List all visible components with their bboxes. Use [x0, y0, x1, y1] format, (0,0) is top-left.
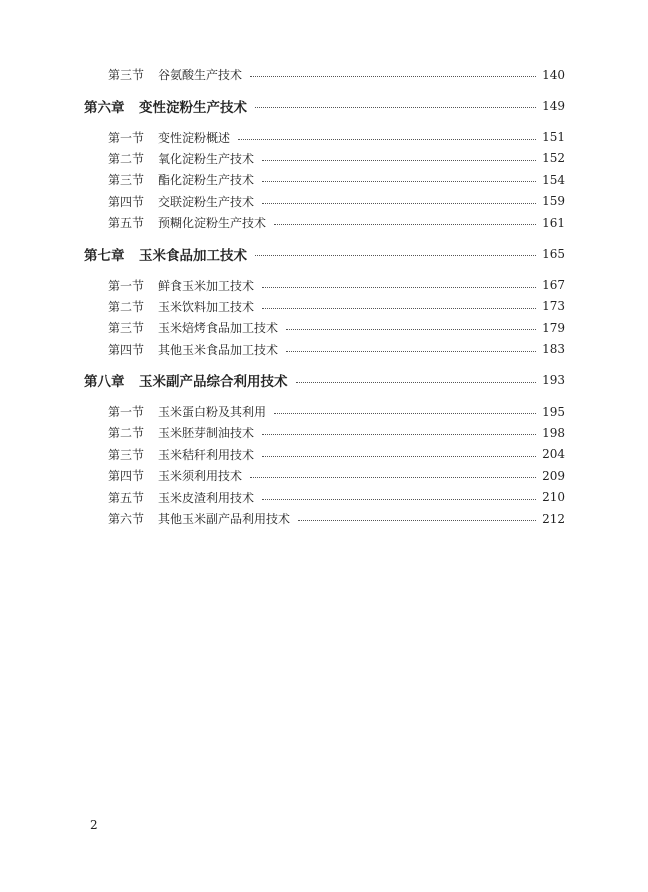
- section-title: 玉米皮渣利用技术: [158, 490, 255, 505]
- toc-section-entry[interactable]: [84, 212, 565, 233]
- section-number: 第五节: [108, 490, 145, 505]
- section-number: 第四节: [108, 469, 145, 484]
- section-title: 其他玉米食品加工技术: [158, 342, 279, 357]
- section-number: 第三节: [108, 447, 145, 462]
- chapter-title: 变性淀粉生产技术: [139, 99, 247, 116]
- section-title: 玉米饮料加工技术: [158, 299, 255, 314]
- section-title: 氧化淀粉生产技术: [158, 151, 255, 166]
- page-number: 161: [542, 215, 565, 230]
- page-number: 210: [542, 490, 565, 505]
- section-number: 第二节: [108, 151, 145, 166]
- section-number: 第一节: [108, 405, 145, 420]
- toc-chapter-entry[interactable]: [84, 370, 565, 391]
- toc-section-entry[interactable]: [84, 64, 565, 85]
- section-number: 第三节: [108, 68, 145, 83]
- section-title: 玉米秸秆利用技术: [158, 447, 255, 462]
- toc-section-entry[interactable]: [84, 148, 565, 169]
- dot-leader: [262, 181, 536, 182]
- dot-leader: [286, 351, 536, 352]
- dot-leader: [262, 287, 536, 288]
- dot-leader: [262, 456, 536, 457]
- dot-leader: [286, 329, 536, 330]
- page-number: 179: [542, 320, 565, 335]
- section-number: 第四节: [108, 342, 145, 357]
- section-title: 玉米胚芽制油技术: [158, 426, 255, 441]
- chapter-number: 第六章: [84, 99, 125, 116]
- section-number: 第五节: [108, 216, 145, 231]
- dot-leader: [262, 308, 536, 309]
- section-title: 交联淀粉生产技术: [158, 194, 255, 209]
- page-number: 152: [542, 151, 565, 166]
- page-number: 195: [542, 404, 565, 419]
- toc-section-entry[interactable]: [84, 317, 565, 338]
- dot-leader: [255, 107, 536, 108]
- toc-section-entry[interactable]: [84, 444, 565, 465]
- page-number: 204: [542, 447, 565, 462]
- section-number: 第三节: [108, 173, 145, 188]
- dot-leader: [238, 139, 536, 140]
- dot-leader: [262, 499, 536, 500]
- page-number: 140: [542, 67, 565, 82]
- section-title: 酯化淀粉生产技术: [158, 173, 255, 188]
- page-number: 173: [542, 299, 565, 314]
- toc-section-entry[interactable]: [84, 169, 565, 190]
- toc-section-entry[interactable]: [84, 422, 565, 443]
- dot-leader: [274, 224, 536, 225]
- dot-leader: [250, 76, 536, 77]
- section-number: 第六节: [108, 512, 145, 527]
- section-title: 鲜食玉米加工技术: [158, 278, 255, 293]
- section-title: 其他玉米副产品利用技术: [158, 512, 291, 527]
- page-number: 159: [542, 194, 565, 209]
- section-title: 玉米焙烤食品加工技术: [158, 321, 279, 336]
- toc-section-entry[interactable]: [84, 339, 565, 360]
- toc-section-entry[interactable]: [84, 401, 565, 422]
- section-title: 预糊化淀粉生产技术: [158, 216, 267, 231]
- toc-section-entry[interactable]: [84, 486, 565, 507]
- folio-page-number: 2: [90, 818, 98, 832]
- dot-leader: [296, 382, 537, 383]
- page-number: 183: [542, 342, 565, 357]
- toc-section-entry[interactable]: [84, 191, 565, 212]
- table-of-contents: [84, 64, 565, 529]
- section-title: 谷氨酸生产技术: [158, 68, 243, 83]
- dot-leader: [250, 477, 536, 478]
- toc-section-entry[interactable]: [84, 274, 565, 295]
- page-number: 154: [542, 172, 565, 187]
- page-number: 149: [542, 98, 565, 113]
- section-number: 第一节: [108, 130, 145, 145]
- chapter-title: 玉米副产品综合利用技术: [139, 374, 288, 391]
- toc-section-entry[interactable]: [84, 508, 565, 529]
- page-number: 167: [542, 278, 565, 293]
- dot-leader: [255, 255, 536, 256]
- page-number: 193: [542, 373, 565, 388]
- chapter-title: 玉米食品加工技术: [139, 247, 247, 264]
- page-number: 198: [542, 425, 565, 440]
- dot-leader: [262, 160, 536, 161]
- chapter-number: 第八章: [84, 374, 125, 391]
- section-number: 第一节: [108, 278, 145, 293]
- dot-leader: [262, 203, 536, 204]
- page-number: 151: [542, 130, 565, 145]
- chapter-number: 第七章: [84, 247, 125, 264]
- dot-leader: [274, 413, 536, 414]
- section-number: 第四节: [108, 194, 145, 209]
- toc-chapter-entry[interactable]: [84, 243, 565, 264]
- toc-chapter-entry[interactable]: [84, 95, 565, 116]
- dot-leader: [262, 434, 536, 435]
- page-number: 165: [542, 246, 565, 261]
- toc-section-entry[interactable]: [84, 465, 565, 486]
- page-number: 212: [542, 511, 565, 526]
- section-number: 第二节: [108, 299, 145, 314]
- section-number: 第二节: [108, 426, 145, 441]
- section-title: 玉米须利用技术: [158, 469, 243, 484]
- toc-section-entry[interactable]: [84, 126, 565, 147]
- page-number: 209: [542, 468, 565, 483]
- section-title: 变性淀粉概述: [158, 130, 231, 145]
- section-number: 第三节: [108, 321, 145, 336]
- toc-section-entry[interactable]: [84, 296, 565, 317]
- section-title: 玉米蛋白粉及其利用: [158, 405, 267, 420]
- dot-leader: [298, 520, 536, 521]
